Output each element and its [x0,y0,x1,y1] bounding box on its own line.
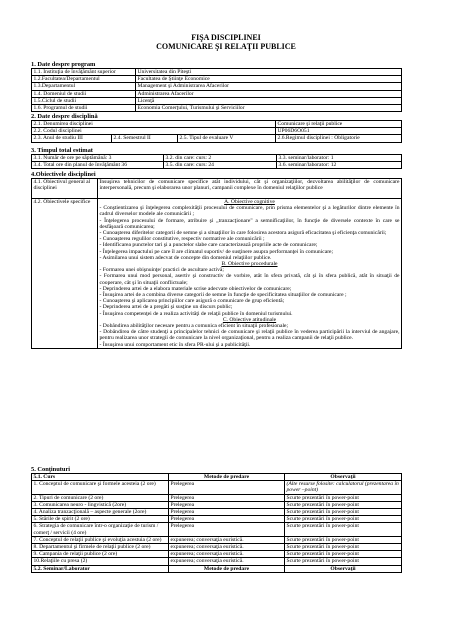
observation: Scurte prezentări în power-point [285,501,402,508]
program-value: Economia Comerţului, Turismului şi Serviciilor [136,105,402,112]
discipline-table [31,120,402,143]
teaching-method: Prelegerea [169,509,285,516]
course-topic: 8. Departamentul şi firmele de relaţii publice (2 ore) [32,544,169,551]
specific-objectives-text [98,199,402,349]
table-header-row [32,565,402,572]
objective-item: - Conştientizarea şi înţelegerea complexităţii procesului de comunicare, prin prisma elementelor şi a legăturilor dintre elemente în cadrul diverselor modele ale comunicării ; [99,205,400,218]
table-row [32,155,402,162]
table-row [32,501,402,508]
teaching-method: Prelegerea [169,523,285,536]
discipline-name-label: 2.1. Denumirea disciplinei [32,121,276,128]
program-value: Universitatea din Piteşti [136,69,402,76]
time-cell: 3.1. Număr de ore pe săptămână: 3 [32,155,164,162]
objective-item: - Cunoaşterea şi aplicarea principiilor care asigură o comunicare de grup eficientă; [99,298,285,305]
objective-item: - Însuşirea unui comportament etic în sfera PR-ului şi a publicităţii. [99,341,251,348]
observation: Scurte prezentări în power-point [285,523,402,536]
table-row [32,179,402,199]
program-label: 1.6. Programul de studii [32,105,136,112]
section-discipline-heading: 2. Date despre disciplină [31,113,98,120]
contents-table [31,473,402,573]
table-row [32,83,402,90]
table-row [32,121,402,128]
time-cell: 3.2. din care: curs: 2 [164,155,277,162]
observation: Scurte prezentări în power-point [285,558,402,565]
objective-group-title: A. Obiective cognitive [224,199,275,205]
observation: Scurte prezentări în power-point [285,494,402,501]
objective-item: - Cunoaşterea regulilor constitutive, respectiv normative ale comunicării ; [99,236,265,243]
table-row [32,69,402,76]
course-topic: 9. Campania de relaţii publice (2 ore) [32,551,169,558]
objectives-table [31,178,402,349]
program-value: Facultatea de Ştiinţe Economice [136,76,402,83]
column-header-seminar: 5.2. Seminar/Laborator [32,565,169,572]
objective-item: - Deprinderea artei de a pregăti şi susţine un discurs public; [99,304,233,311]
teaching-method: expunerea; conversaţia euristică. [169,551,285,558]
observation: Scurte prezentări în power-point [285,551,402,558]
table-row [32,135,402,142]
course-topic: 10.Relaţiile cu presa (2) [32,558,169,565]
objective-item: - Formarea unei obişnuinţe/ practici de ascultare activă; [99,267,224,274]
time-cell: 3.3. seminar/laborator: 1 [277,155,402,162]
program-label: 1.4. Domeniul de studii [32,90,136,97]
table-header-row [32,474,402,481]
discipline-name-value: Comunicare şi relaţii publice [276,121,402,128]
objective-item: - Înţelegerea procesului de formare, atribuire şi „tranzacţionare" a semnificaţiilor, în funcţie de diversele contexte în care se desfăşoară comunicarea; [99,217,400,230]
observation: Scurte prezentări în power-point [285,509,402,516]
course-topic: 1. Conceptul de comunicare şi formele acesteia (2 ore) [32,481,169,494]
program-label: 1.3.Departamentul [32,83,136,90]
section-objectives-heading: 4.Obiectivele disciplinei [31,171,96,178]
table-row [32,162,402,169]
objective-item: - Însuşirea artei de a combina diverse categorii de semne în funcţie de specificitatea situaţiilor de comunicare ; [99,292,347,299]
objective-item: - Asimilarea unui sistem adecvat de concepte din domeniul relaţiilor publice. [99,254,272,261]
program-value: Licenţă [136,97,402,104]
column-header-course: 5.1. Curs [32,474,169,481]
teaching-method: Prelegerea [169,481,285,494]
section-program-heading: 1. Date despre program [31,61,96,68]
discipline-year: 2.3. Anul de studiu III [32,135,112,142]
objective-item: - Deprinderea artei de a elabora materiale scrise adecvate obiectivelor de comunicare; [99,285,292,292]
course-topic: 6. Strategia de comunicare într-o organizaţie de turism / comerţ / servicii (4 ore) [32,523,169,536]
discipline-evaluation: 2.5. Tipul de evaluare V [178,135,276,142]
objective-item: - Însuşirea competenţei de a realiza activităţi de relaţii publice în domeniul turismului. [99,310,293,317]
objective-group-title: B. Obiective procedurale [221,261,278,268]
program-value: Administrarea Afacerilor [136,90,402,97]
table-row [32,128,402,135]
section-time-heading: 3. Timpul total estimat [31,147,93,154]
table-row [32,481,402,494]
document-title: FIŞA DISCIPLINEI [191,33,261,42]
table-row [32,523,402,536]
course-topic: 7. Conceptul de relaţii publice şi evoluţia acestuia (2 ore) [32,536,169,543]
table-row [32,544,402,551]
observation: (Alte resurse folosite: calculatorul (prezentarea în power –point) [285,481,402,494]
program-table [31,68,402,112]
table-row [32,494,402,501]
section-contents-heading: 5. Conţinuturi [31,466,71,473]
course-topic: 2. Tipuri de comunicare (2 ore) [32,494,169,501]
time-cell: 3.5. din care: curs: 24 [164,162,277,169]
program-label: 1.2.Facultatea/Departamentul [32,76,136,83]
general-objective-label: 4.1. Obiectivul general al disciplinei [32,179,98,199]
table-row [32,97,402,104]
objective-item: - Dobândirea de către studenţi a principalelor tehnici de comunicare şi relaţii publice în vederea participării la interviul de angajare, pentru realizarea unor strategii de comunicare la nivel organizaţional, pentru a realiza campanii de relaţii publice. [99,329,400,342]
teaching-method: Prelegerea [169,516,285,523]
table-row [32,516,402,523]
program-value: Management şi Administrarea Afacerilor [136,83,402,90]
teaching-method: expunerea; conversaţia euristică. [169,536,285,543]
specific-objectives-label: 4.2. Obiectivele specifice [32,199,98,349]
time-cell: 3.6. seminar/laborator: 12 [277,162,402,169]
discipline-code-label: 2.2. Codul disciplinei [32,128,276,135]
table-row [32,105,402,112]
course-topic: 4. Analiza tranzacţională – aspecte generale (2ore) [32,509,169,516]
document-subtitle: COMUNICARE ŞI RELAŢII PUBLICE [156,42,296,51]
objective-item: - Dobândirea abilităţilor necesare pentru a comunica eficient în situaţii profesionale; [99,323,289,330]
table-row [32,76,402,83]
teaching-method: Prelegerea [169,501,285,508]
program-label: 1.5.Ciclul de studii [32,97,136,104]
column-header-method-seminar: Metode de predare [169,565,285,572]
discipline-code-value: UP06D6O051 [276,128,402,135]
teaching-method: Prelegerea [169,494,285,501]
time-cell: 3.4. Total ore din planul de învăţământ 36 [32,162,164,169]
table-row [32,90,402,97]
table-row [32,558,402,565]
table-row [32,509,402,516]
observation: Scurte prezentări în power-point [285,544,402,551]
course-topic: 5. Stările de spirit (2 ore) [32,516,169,523]
time-table [31,154,402,169]
general-objective-text: Însuşirea tehnicilor de comunicare specifice atât individului, cât şi organizaţiilor, dezvoltarea abilităţilor de comunicare interpersonală, precum şi elaborarea unor planuri, campanii complexe în domeniul relaţiilor publice [98,179,402,199]
discipline-semester: 2.4. Semestrul II [112,135,178,142]
column-header-observations: Observaţii [285,474,402,481]
teaching-method: expunerea; conversaţia euristică. [169,544,285,551]
table-row [32,536,402,543]
objective-item: - Înţelegerea impactului pe care îl are climatul suportiv/ de susţinere asupra performanţei în comunicare; [99,248,334,255]
program-label: 1.1. Instituţia de învăţământ superior [32,69,136,76]
column-header-observations-seminar: Observaţii [285,565,402,572]
observation: Scurte prezentări în power-point [285,536,402,543]
discipline-regime: 2.6.Regimul disciplinei : Obligatorie [276,135,402,142]
column-header-method: Metode de predare [169,474,285,481]
observation: Scurte prezentări în power-point [285,516,402,523]
table-row [32,551,402,558]
table-row [32,199,402,349]
objective-group-title: C. Obiective atitudinale [222,316,277,323]
objective-item: - Cunoaşterea diferitelor categorii de semne şi a situaţiilor în care folosirea acestora asigură eficacitatea şi eficienţa comunicării; [99,230,387,237]
teaching-method: expunerea; conversaţia euristică. [169,558,285,565]
objective-item: - Identificarea punctelor tari şi a punctelor slabe care caracterizează propriile acte de comunicare; [99,242,318,249]
objective-item: - Formarea unui mod personal, asertiv şi constructiv de vorbire, atât în sfera privată, cât şi în sfera publică, atât în situaţii de cooperare, cât şi în situaţii conflictuale; [99,273,400,286]
course-topic: 3. Comunicarea neuro - lingvistică (2ore) [32,501,169,508]
